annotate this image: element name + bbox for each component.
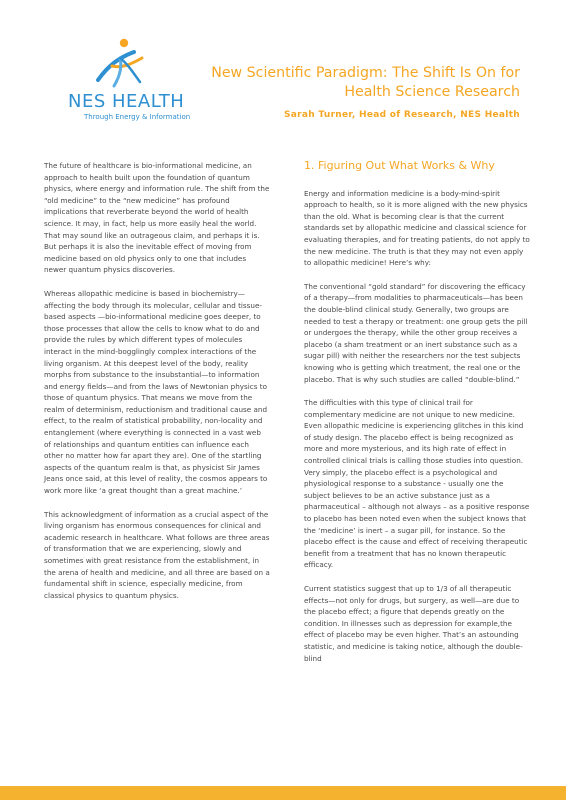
- leaping-figure-icon: [90, 36, 150, 90]
- brand-name: NES HEALTH: [68, 91, 185, 112]
- nes-health-logo: [48, 36, 191, 126]
- brand-tagline: Through Energy & Information: [84, 113, 191, 121]
- right-paragraph-4: Current statistics suggest that up to 1/3 of all therapeutic effects—not only for drugs, but surgery, as well—are due to the placebo effect; a figure that depends greatly on the condition. In illnesses such as depression for example,the effect of placebo may be even higher. That’s an astounding statistic, and medicine is taking notice, although the double-blind: [304, 584, 523, 663]
- right-paragraph-1: Energy and information medicine is a body-mind-spirit approach to health, so it is more aligned with the new physics than the old. What is becoming clear is that the current standards set by allopathic medicine and classical science for evaluating therapies, and for treating patients, do not apply to the new medicine. The truth is that they may not even apply to allopathic medicine! Here’s why:: [304, 188, 530, 268]
- left-column: [44, 160, 270, 613]
- right-paragraph-3: The difficulties with this type of clinical trail for complementary medicine are not unique to new medicine. Even allopathic medicine is experiencing glitches in this kind of study design. The placebo effect is being recognized as more and more mysterious, and its high rate of effect in controlled clinical trials is calling those studies into question. Very simply, the placebo effect is a psychological and physiological response to a substance - usually one the subject believes to be an active substance just as a pharmaceutical – although not always – as a positive response to placebo has been noted even when the subject knows that the ‘medicine’ is inert – a sugar pill, for instance. So the placebo effect is the cause and effect of receiving therapeutic benefit from a treatment that has no known therapeutic efficacy.: [304, 398, 530, 570]
- section-heading: 1. Figuring Out What Works & Why: [304, 159, 495, 172]
- left-paragraph-2: Whereas allopathic medicine is based in biochemistry—affecting the body through its molecular, cellular and tissue-based aspects —bio-informational medicine goes deeper, to those processes that allow the cells to know what to do and provide the rules by which different types of molecules interact in the mind-bogglingly complex interactions of the living organism. At this deepest level of the body, reality morphs from substance to the insubstantial—to information and energy fields—and from the laws of Newtonian physics to those of quantum physics. That means we move from the realm of determinism, reductionism and traditional cause and effect, to the realm of statistical probability, non-locality and entanglement (where everything is connected in a vast web of relationships and quantum entities can influence each other no matter how far apart they are). One of the startling aspects of the quantum realm is that, as physicist Sir James Jeans once said, at this level of reality, the cosmos appears to work more like ‘a great thought than a great machine.’: [44, 288, 268, 496]
- left-paragraph-1: The future of healthcare is bio-informational medicine, an approach to health built upon the foundation of quantum physics, where energy and information rule. The shift from the “old medicine” to the “new medicine” has profound implications that reverberate beyond the world of health science. It may, in fact, help us more easily heal the world. That may sound like an outrageous claim, and perhaps it is. But perhaps it is also the inevitable effect of moving from medicine based on old physics only to one that includes newer quantum physics discoveries.: [44, 161, 270, 275]
- right-column: [304, 160, 530, 676]
- footer-bar: [0, 786, 566, 800]
- article-author: Sarah Turner, Head of Research, NES Health: [284, 110, 520, 120]
- right-paragraph-2: The conventional “gold standard” for discovering the efficacy of a therapy—from modalities to pharmaceuticals—has been the double-blind clinical study. Generally, two groups are needed to test a therapy or treatment: one group gets the pill or undergoes the therapy, while the other group receives a placebo (a sham treatment or an inert substance such as a sugar pill) with neither the researchers nor the test subjects knowing who is getting which treatment, the real one or the placebo. That is why such studies are called “double-blind.”: [304, 281, 528, 384]
- article-title: New Scientific Paradigm: The Shift Is On for Health Science Research: [211, 65, 520, 100]
- left-paragraph-3: This acknowledgment of information as a crucial aspect of the living organism has enormous consequences for clinical and academic research in healthcare. What follows are three areas of transformation that we are experiencing, slowly and sometimes with great resistance from the establishment, in the arena of health and medicine, and all three are based on a fundamental shift in science, especially medicine, from classical physics to quantum physics.: [44, 509, 270, 600]
